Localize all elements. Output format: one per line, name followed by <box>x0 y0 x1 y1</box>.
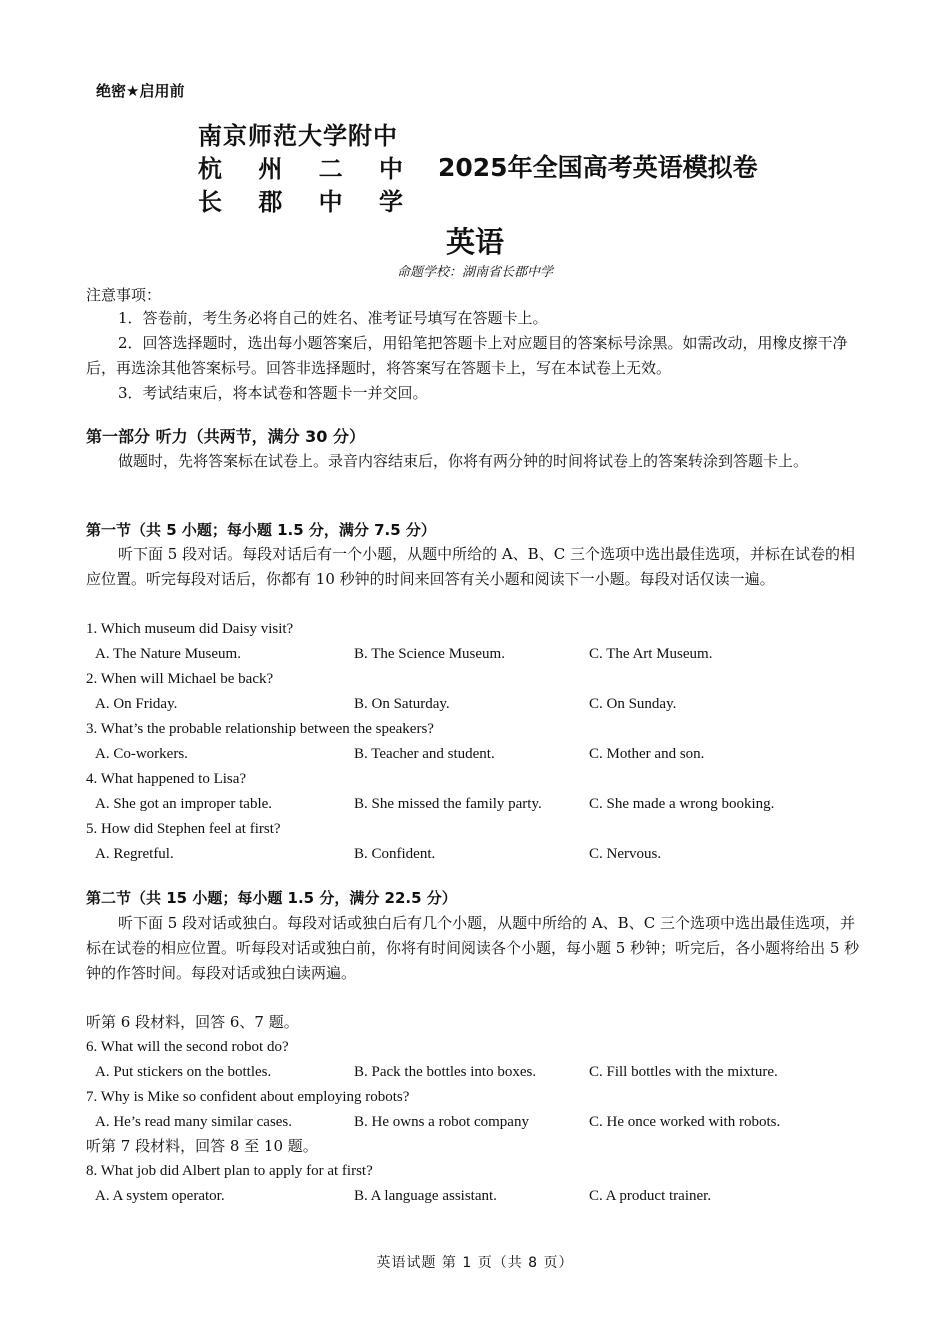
section1-questions <box>86 617 876 867</box>
option-b: B. On Saturday. <box>354 696 450 712</box>
notice-heading: 注意事项： <box>86 286 162 304</box>
option-c: C. He once worked with robots. <box>589 1114 781 1130</box>
option-c: C. The Art Museum. <box>589 646 713 662</box>
part1-description <box>86 449 866 474</box>
school-name-changjun <box>198 182 404 217</box>
section2-description <box>86 911 866 986</box>
option-b: B. He owns a robot company <box>354 1114 529 1130</box>
question-stem: 7. Why is Mike so confident about employing robots? <box>86 1089 410 1105</box>
school-char: 中 <box>378 155 404 183</box>
school-name-hangzhou <box>198 149 404 184</box>
school-char: 杭 <box>198 155 223 183</box>
listen-material-7: 听第 7 段材料，回答 8 至 10 题。 <box>86 1137 318 1155</box>
school-char: 二 <box>318 155 344 183</box>
notice-item: 2．回答选择题时，选出每小题答案后，用铅笔把答题卡上对应题目的答案标号涂黑。如需改动，用橡皮擦干净后，再选涂其他答案标号。回答非选择题时，将答案写在答题卡上，写在本试卷上无效。 <box>86 334 848 377</box>
section1-heading: 第一节（共 5 小题；每小题 1.5 分，满分 7.5 分） <box>86 521 436 539</box>
part1-description-text: 做题时，先将答案标在试卷上。录音内容结束后，你将有两分钟的时间将试卷上的答案转涂到答题卡上。 <box>118 452 809 470</box>
section2-description-text: 听下面 5 段对话或独白。每段对话或独白后有几个小题，从题中所给的 A、B、C 三个选项中选出最佳选项，并标在试卷的相应位置。听每段对话或独白前，你将有时间阅读各个小题，每小题 5 秒钟；听完后，各小题将给出 5 秒钟的作答时间。每段对话或独白读两遍。 <box>86 914 860 982</box>
notice-item: 1．答卷前，考生务必将自己的姓名、准考证号填写在答题卡上。 <box>118 309 548 327</box>
option-c: C. On Sunday. <box>589 696 677 712</box>
question-options <box>86 1060 876 1085</box>
listen-material-6: 听第 6 段材料，回答 6、7 题。 <box>86 1013 299 1031</box>
option-b: B. Confident. <box>354 846 436 862</box>
question-options <box>86 642 876 667</box>
option-a: A. Regretful. <box>95 846 174 862</box>
section2-heading: 第二节（共 15 小题；每小题 1.5 分，满分 22.5 分） <box>86 889 457 907</box>
option-b: B. She missed the family party. <box>354 796 542 812</box>
option-b: B. Teacher and student. <box>354 746 495 762</box>
question-options <box>86 792 876 817</box>
maker-school: 命题学校：湖南省长郡中学 <box>396 265 553 280</box>
group7-questions <box>86 1159 876 1209</box>
part1-heading: 第一部分 听力（共两节，满分 30 分） <box>86 427 365 446</box>
question-options <box>86 842 876 867</box>
section1-description-text: 听下面 5 段对话。每段对话后有一个小题，从题中所给的 A、B、C 三个选项中选出最佳选项，并标在试卷的相应位置。听完每段对话后，你都有 10 秒钟的时间来回答有关小题和阅读下一小题。每段对话仅读一遍。 <box>86 545 855 588</box>
section1-description <box>86 542 866 592</box>
page-footer: 英语试题 第 1 页（共 8 页） <box>376 1255 574 1271</box>
subject-title: 英语 <box>445 225 504 259</box>
notice-list <box>86 306 866 406</box>
question-options <box>86 742 876 767</box>
question-stem: 1. Which museum did Daisy visit? <box>86 621 294 637</box>
option-a: A. A system operator. <box>95 1188 225 1204</box>
question-stem: 2. When will Michael be back? <box>86 671 274 687</box>
option-a: A. She got an improper table. <box>95 796 273 812</box>
notice-item: 3．考试结束后，将本试卷和答题卡一并交回。 <box>118 384 428 402</box>
school-char: 中 <box>318 188 344 216</box>
question-stem: 3. What’s the probable relationship between the speakers? <box>86 721 434 737</box>
question-stem: 4. What happened to Lisa? <box>86 771 247 787</box>
secret-label: 绝密★启用前 <box>96 82 185 100</box>
option-c: C. She made a wrong booking. <box>589 796 775 812</box>
option-c: C. Nervous. <box>589 846 662 862</box>
school-name-nanjing: 南京师范大学附中 <box>198 122 398 150</box>
question-options <box>86 692 876 717</box>
school-char: 学 <box>378 188 404 216</box>
option-a: A. Put stickers on the bottles. <box>95 1064 272 1080</box>
question-stem: 6. What will the second robot do? <box>86 1039 289 1055</box>
option-b: B. A language assistant. <box>354 1188 497 1204</box>
option-b: B. Pack the bottles into boxes. <box>354 1064 537 1080</box>
option-a: A. Co-workers. <box>95 746 188 762</box>
exam-title: 2025年全国高考英语模拟卷 <box>438 153 758 182</box>
option-c: C. Fill bottles with the mixture. <box>589 1064 778 1080</box>
question-stem: 5. How did Stephen feel at first? <box>86 821 281 837</box>
school-char: 州 <box>258 155 284 183</box>
question-options <box>86 1110 876 1135</box>
option-a: A. On Friday. <box>95 696 178 712</box>
option-b: B. The Science Museum. <box>354 646 505 662</box>
school-char: 郡 <box>258 188 284 216</box>
option-a: A. The Nature Museum. <box>95 646 241 662</box>
option-c: C. A product trainer. <box>589 1188 712 1204</box>
school-char: 长 <box>198 188 223 216</box>
group6-questions <box>86 1035 876 1135</box>
question-options <box>86 1184 876 1209</box>
question-stem: 8. What job did Albert plan to apply for at first? <box>86 1163 373 1179</box>
option-a: A. He’s read many similar cases. <box>95 1114 293 1130</box>
option-c: C. Mother and son. <box>589 746 705 762</box>
